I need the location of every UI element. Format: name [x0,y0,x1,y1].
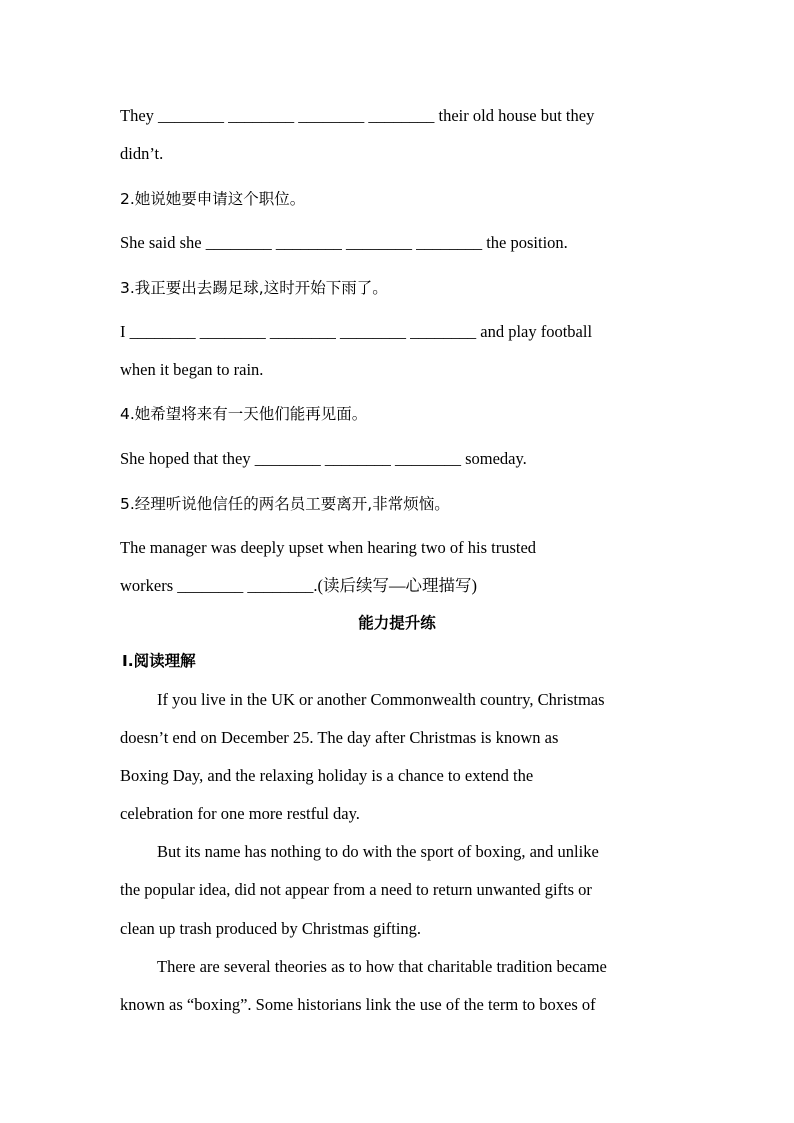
q3-sentence-line-1: I ________ ________ ________ ________ ________ and play football [120,322,593,341]
passage-p3-line-2: known as “boxing”. Some historians link the use of the term to boxes of [120,995,596,1014]
q5-sentence-line-2: workers ________ ________.(读后续写—心理描写) [120,576,478,595]
passage-p2-line-1: But its name has nothing to do with the sport of boxing, and unlike [157,842,599,861]
q3-prompt: 3.我正要出去踢足球,这时开始下雨了。 [120,279,388,297]
part-label: Ⅰ.阅读理解 [122,652,196,670]
passage-p3-line-1: There are several theories as to how that charitable tradition became [157,957,607,976]
passage-p2-line-3: clean up trash produced by Christmas gifting. [120,919,422,938]
q2-prompt: 2.她说她要申请这个职位。 [120,190,306,208]
q4-sentence-line-1: She hoped that they ________ ________ ________ someday. [120,449,527,468]
section-title: 能力提升练 [358,614,436,632]
q5-prompt: 5.经理听说他信任的两名员工要离开,非常烦恼。 [120,495,450,513]
passage-p1-line-3: Boxing Day, and the relaxing holiday is a chance to extend the [120,766,534,785]
passage-p2-line-2: the popular idea, did not appear from a need to return unwanted gifts or [120,880,592,899]
q5-sentence-line-1: The manager was deeply upset when hearing two of his trusted [120,538,537,557]
q1-sentence-line-2: didn’t. [120,144,164,163]
q1-sentence-line-1: They ________ ________ ________ ________ their old house but they [120,106,595,125]
q4-prompt: 4.她希望将来有一天他们能再见面。 [120,405,368,423]
passage-p1-line-2: doesn’t end on December 25. The day after Christmas is known as [120,728,559,747]
q3-sentence-line-2: when it began to rain. [120,360,264,379]
passage-p1-line-4: celebration for one more restful day. [120,804,360,823]
passage-p1-line-1: If you live in the UK or another Commonwealth country, Christmas [157,690,605,709]
q2-sentence-line-1: She said she ________ ________ ________ ________ the position. [120,233,568,252]
